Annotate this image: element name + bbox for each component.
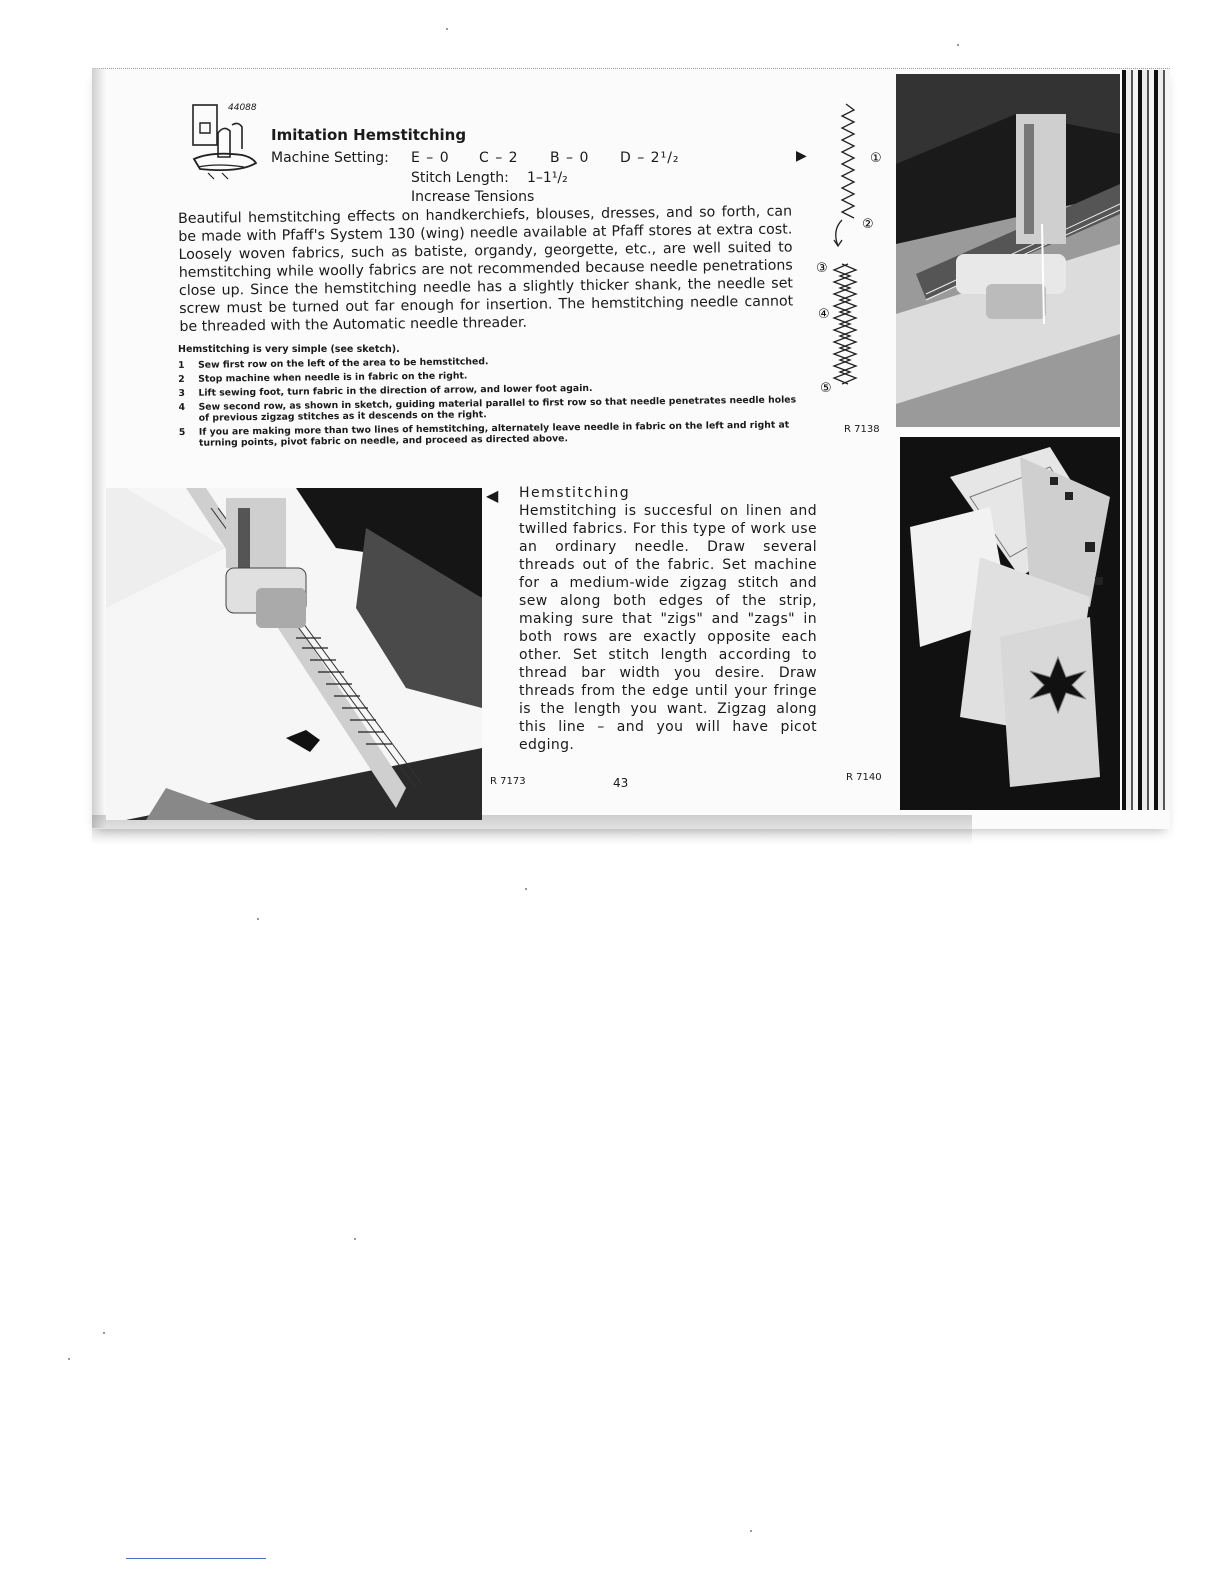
adjacent-page-edge [1122,70,1170,810]
step-text: Stop machine when needle is in fabric on the right. [198,370,468,385]
sewing-foot-photo [896,74,1120,427]
step-number: 5 [178,426,186,438]
setting-e: E – 0 [411,150,450,166]
step-text: Sew second row, as shown in sketch, guiding material parallel to first row so that needle penetrates needle holes of previous zigzag stitches as it descends on the right. [198,394,797,424]
diagram-marker: ④ [818,307,830,322]
machine-setting-label: Machine Setting: [271,150,389,166]
steps-lead: Hemstitching is very simple (see sketch). [178,344,400,355]
step-text: If you are making more than two lines of hemstitching, alternately leave needle in fabric on the left and right at turning points, pivot fabric on needle, and proceed as directed above. [198,419,790,449]
step-text: Lift sewing foot, turn fabric in the direction of arrow, and lower foot again. [198,382,593,399]
setting-c: C – 2 [479,150,519,166]
pointer-arrow-right-icon: ▶ [796,148,807,164]
hemstitching-title: Hemstitching [519,485,631,501]
diagram-marker: ③ [816,261,828,276]
pointer-arrow-left-icon: ◀ [486,486,499,505]
step-text: Sew first row on the left of the area to be hemstitched. [197,356,489,371]
setting-d: D – 2¹/₂ [620,150,680,166]
figure-ref-left: R 7173 [490,776,526,787]
section-title: Imitation Hemstitching [271,126,467,144]
scan-speck [957,44,959,46]
scan-speck [257,918,259,920]
intro-paragraph: Beautiful hemstitching effects on handkerchiefs, blouses, dresses, and so forth, can be made with Pfaff's System 130 (wing) needle available at Pfaff stores at extra cost. Loosely woven fabrics, such as batiste, organdy, georgette, etc., are well suited to hemstitching while woolly fabrics are not recommended because needle penetrations close up. Since the hemstitching needle has a slightly thicker shank, the needle set screw must be turned out far enough for insertion. The hemstitching needle cannot be threaded with the Automatic needle threader. [178,203,794,335]
step-number: 2 [178,373,185,385]
diagram-marker: ⑤ [820,381,832,396]
scan-speck [750,1530,752,1532]
step-number: 4 [178,401,186,413]
figure-ref-right: R 7140 [846,772,882,783]
diagram-marker: ② [862,217,874,232]
scan-speck [103,1332,105,1334]
step-number: 3 [178,387,185,399]
hemstitch-sketch [812,100,892,410]
stitch-length-label: Stitch Length: [411,170,509,186]
stitch-length-value: 1–1¹/₂ [527,170,568,186]
scan-speck [354,1238,356,1240]
diagram-marker: ① [870,151,882,166]
hemstitching-photo [106,488,482,820]
part-number: 44088 [228,103,257,113]
scan-shadow-left [92,68,106,828]
page-number: 43 [613,776,629,790]
step-number: 1 [178,359,185,371]
scan-speck [525,888,527,890]
figure-ref-sketch: R 7138 [844,424,880,435]
tension-note: Increase Tensions [411,189,535,205]
scan-speck [68,1358,70,1360]
underline-mark [126,1558,266,1559]
list-item [179,419,799,449]
setting-b: B – 0 [550,150,590,166]
hemstitching-body: Hemstitching is succesful on linen and twilled fabrics. For this type of work use an ordinary needle. Draw several threads out of the fabric. Set machine for a medium-wide zigzag stitch and sew along both edges of the strip, making sure that "zigs" and "zags" in both rows are exactly opposite each other. Set stitch length according to thread bar width you desire. Draw threads from the edge until your fringe is the length you want. Zigzag along this line – and you will have picot edging. [519,503,817,753]
scan-speck [446,28,448,30]
presser-foot-icon [188,103,258,185]
steps-list [178,352,799,452]
handkerchief-photo [900,437,1120,810]
